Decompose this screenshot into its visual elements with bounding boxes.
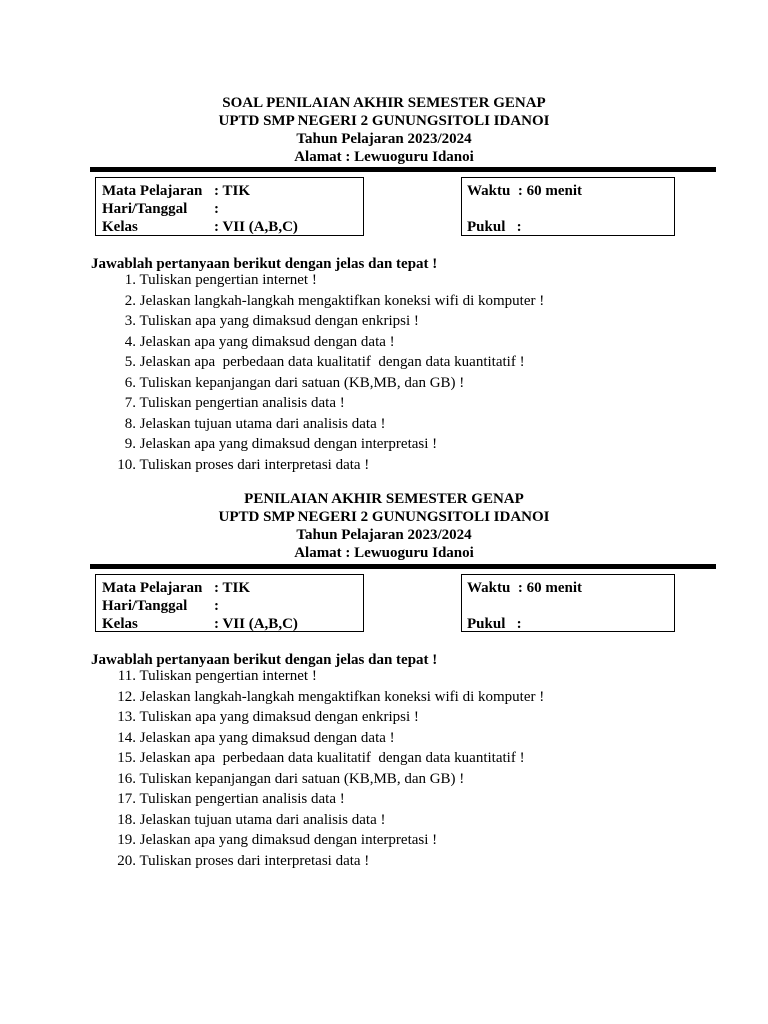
- question-number: 7.: [124, 395, 136, 411]
- question-text: Jelaskan apa yang dimaksud dengan data !: [139, 729, 395, 746]
- hour-row: [467, 615, 522, 633]
- day-row: [102, 597, 219, 615]
- header-school: UPTD SMP NEGERI 2 GUNUNGSITOLI IDANOI: [218, 113, 550, 129]
- question-item: [91, 666, 544, 687]
- time-row: [467, 579, 582, 597]
- question-text: Tuliskan pengertian internet !: [139, 272, 317, 288]
- question-item: [91, 434, 544, 455]
- question-text: Tuliskan kepanjangan dari satuan (KB,MB, dan GB) !: [139, 374, 465, 391]
- question-text: Tuliskan apa yang dimaksud dengan enkripsi !: [139, 709, 419, 725]
- question-item: [91, 455, 544, 476]
- question-number: 2.: [124, 292, 136, 309]
- question-text: Jelaskan apa yang dimaksud dengan data !: [139, 333, 395, 350]
- question-number: 11.: [117, 668, 136, 684]
- question-text: Jelaskan apa yang dimaksud dengan interpretasi !: [139, 832, 438, 848]
- question-item: [91, 291, 544, 312]
- question-text: Tuliskan pengertian internet !: [139, 668, 317, 684]
- question-text: Jelaskan apa yang dimaksud dengan interpretasi !: [139, 436, 438, 452]
- question-number: 1.: [124, 272, 136, 288]
- subject-info-box: [95, 574, 364, 632]
- time-info-box: [461, 177, 675, 236]
- exam-header: [0, 490, 768, 562]
- question-text: Tuliskan proses dari interpretasi data !: [139, 852, 370, 869]
- header-year: Tahun Pelajaran 2023/2024: [296, 131, 472, 147]
- question-text: Jelaskan apa perbedaan data kualitatif dengan data kuantitatif !: [139, 750, 525, 766]
- subject-info-box: [95, 177, 364, 236]
- question-text: Tuliskan proses dari interpretasi data !: [139, 456, 370, 473]
- class-label: Kelas: [102, 616, 138, 632]
- subject-label: Mata Pelajaran: [102, 580, 203, 596]
- subject-value: : TIK: [214, 580, 250, 596]
- header-divider: [90, 564, 716, 569]
- subject-row: [102, 579, 250, 597]
- question-text: Tuliskan pengertian analisis data !: [139, 395, 345, 411]
- question-list: [91, 666, 544, 871]
- question-number: 17.: [117, 791, 136, 807]
- class-value: : VII (A,B,C): [214, 219, 298, 235]
- subject-label: Mata Pelajaran: [102, 183, 203, 199]
- instruction-text: Jawablah pertanyaan berikut dengan jelas dan tepat !: [91, 652, 438, 668]
- class-row: [102, 218, 298, 236]
- header-title: PENILAIAN AKHIR SEMESTER GENAP: [244, 491, 524, 507]
- day-row: [102, 200, 219, 218]
- question-item: [91, 311, 544, 332]
- time-label: Waktu: [467, 183, 511, 199]
- hour-value: :: [516, 219, 522, 235]
- question-item: [91, 748, 544, 769]
- hour-label: Pukul: [467, 616, 506, 632]
- question-text: Jelaskan langkah-langkah mengaktifkan koneksi wifi di komputer !: [139, 292, 545, 309]
- question-number: 12.: [117, 688, 136, 705]
- hour-value: :: [516, 616, 522, 632]
- question-item: [91, 270, 544, 291]
- hour-label: Pukul: [467, 219, 506, 235]
- question-number: 9.: [124, 436, 136, 452]
- question-item: [91, 414, 544, 435]
- day-value: :: [214, 201, 219, 217]
- question-text: Tuliskan kepanjangan dari satuan (KB,MB, dan GB) !: [139, 770, 465, 787]
- question-item: [91, 373, 544, 394]
- header-title: SOAL PENILAIAN AKHIR SEMESTER GENAP: [222, 95, 546, 111]
- question-item: [91, 830, 544, 851]
- question-text: Jelaskan tujuan utama dari analisis data !: [139, 811, 386, 828]
- question-list: [91, 270, 544, 475]
- question-text: Tuliskan apa yang dimaksud dengan enkripsi !: [139, 313, 419, 329]
- question-item: [91, 332, 544, 353]
- subject-value: : TIK: [214, 183, 250, 199]
- question-item: [91, 393, 544, 414]
- question-number: 5.: [124, 354, 136, 370]
- time-value: : 60 menit: [517, 183, 583, 199]
- question-item: [91, 789, 544, 810]
- question-number: 19.: [117, 832, 136, 848]
- time-info-box: [461, 574, 675, 632]
- header-year: Tahun Pelajaran 2023/2024: [296, 527, 472, 543]
- day-value: :: [214, 598, 219, 614]
- question-number: 13.: [117, 709, 136, 725]
- question-item: [91, 810, 544, 831]
- header-address: Alamat : Lewuoguru Idanoi: [294, 545, 474, 561]
- day-label: Hari/Tanggal: [102, 598, 188, 614]
- instruction-text: Jawablah pertanyaan berikut dengan jelas dan tepat !: [91, 256, 438, 272]
- question-text: Jelaskan apa perbedaan data kualitatif dengan data kuantitatif !: [139, 354, 525, 370]
- question-number: 16.: [117, 770, 136, 787]
- question-item: [91, 769, 544, 790]
- question-number: 10.: [117, 456, 136, 473]
- exam-header: [0, 94, 768, 166]
- question-number: 6.: [124, 374, 136, 391]
- question-text: Tuliskan pengertian analisis data !: [139, 791, 345, 807]
- question-number: 18.: [117, 811, 136, 828]
- question-item: [91, 728, 544, 749]
- question-number: 3.: [124, 313, 136, 329]
- class-row: [102, 615, 298, 633]
- question-number: 20.: [117, 852, 136, 869]
- time-row: [467, 182, 582, 200]
- time-value: : 60 menit: [517, 580, 583, 596]
- header-address: Alamat : Lewuoguru Idanoi: [294, 149, 474, 165]
- day-label: Hari/Tanggal: [102, 201, 188, 217]
- hour-row: [467, 218, 522, 236]
- header-school: UPTD SMP NEGERI 2 GUNUNGSITOLI IDANOI: [218, 509, 550, 525]
- question-number: 15.: [117, 750, 136, 766]
- subject-row: [102, 182, 250, 200]
- header-divider: [90, 167, 716, 172]
- question-number: 8.: [124, 415, 136, 432]
- question-item: [91, 707, 544, 728]
- question-text: Jelaskan langkah-langkah mengaktifkan koneksi wifi di komputer !: [139, 688, 545, 705]
- question-item: [91, 851, 544, 872]
- question-item: [91, 687, 544, 708]
- question-text: Jelaskan tujuan utama dari analisis data !: [139, 415, 386, 432]
- question-number: 14.: [117, 729, 136, 746]
- class-value: : VII (A,B,C): [214, 616, 298, 632]
- class-label: Kelas: [102, 219, 138, 235]
- question-item: [91, 352, 544, 373]
- time-label: Waktu: [467, 580, 511, 596]
- question-number: 4.: [124, 333, 136, 350]
